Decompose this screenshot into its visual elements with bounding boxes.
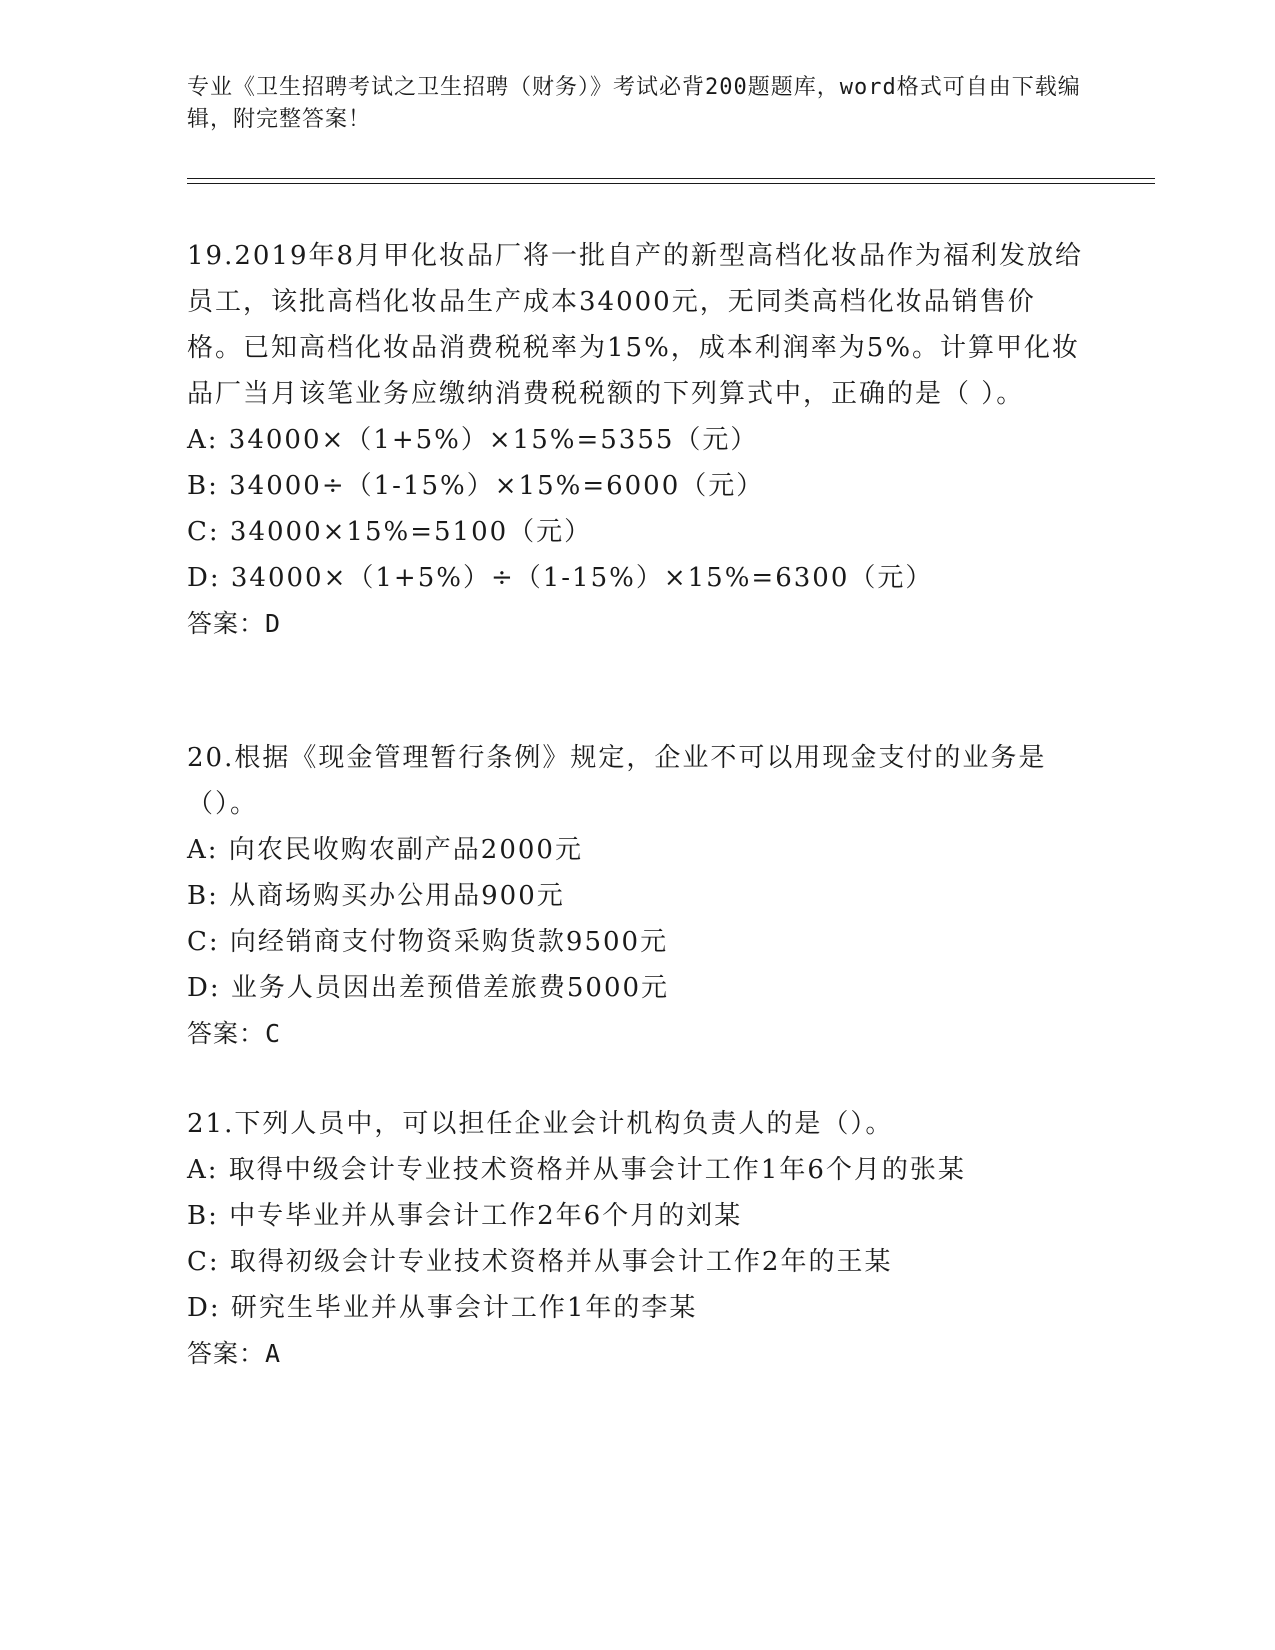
option-c: C: 34000×15%=5100（元）	[187, 517, 593, 547]
option-b: B: 从商场购买办公用品900元	[187, 881, 565, 911]
answer-line: 答案：D	[187, 609, 282, 638]
answer-line: 答案：A	[187, 1339, 282, 1368]
option-a: A: 34000×（1+5%）×15%=5355（元）	[187, 425, 759, 455]
answer-line: 答案：C	[187, 1019, 282, 1048]
option-c: C: 取得初级会计专业技术资格并从事会计工作2年的王某	[187, 1247, 893, 1277]
header-divider-bottom	[187, 183, 1155, 184]
option-a: A: 向农民收购农副产品2000元	[187, 835, 583, 865]
question-19	[187, 233, 1087, 647]
header-divider-top	[187, 178, 1155, 179]
option-b: B: 34000÷（1-15%）×15%=6000（元）	[187, 471, 765, 501]
question-stem: 21.下列人员中，可以担任企业会计机构负责人的是（）。	[187, 1109, 894, 1139]
question-stem: 20.根据《现金管理暂行条例》规定，企业不可以用现金支付的业务是（）。	[187, 743, 1047, 819]
question-stem: 19.2019年8月甲化妆品厂将一批自产的新型高档化妆品作为福利发放给员工，该批高档化妆品生产成本34000元，无同类高档化妆品销售价格。已知高档化妆品消费税税率为15%，成本利润率为5%。计算甲化妆品厂当月该笔业务应缴纳消费税税额的下列算式中，正确的是（ ）。	[187, 241, 1084, 409]
option-d: D: 34000×（1+5%）÷（1-15%）×15%=6300（元）	[187, 563, 934, 593]
option-d: D: 业务人员因出差预借差旅费5000元	[187, 973, 670, 1003]
document-header: 专业《卫生招聘考试之卫生招聘（财务）》考试必背200题题库，word格式可自由下载编辑，附完整答案！	[187, 75, 1081, 132]
question-20	[187, 735, 1087, 1057]
option-b: B: 中专毕业并从事会计工作2年6个月的刘某	[187, 1201, 743, 1231]
question-21	[187, 1101, 1087, 1377]
option-c: C: 向经销商支付物资采购货款9500元	[187, 927, 669, 957]
option-d: D: 研究生毕业并从事会计工作1年的李某	[187, 1293, 698, 1323]
option-a: A: 取得中级会计专业技术资格并从事会计工作1年6个月的张某	[187, 1155, 966, 1185]
